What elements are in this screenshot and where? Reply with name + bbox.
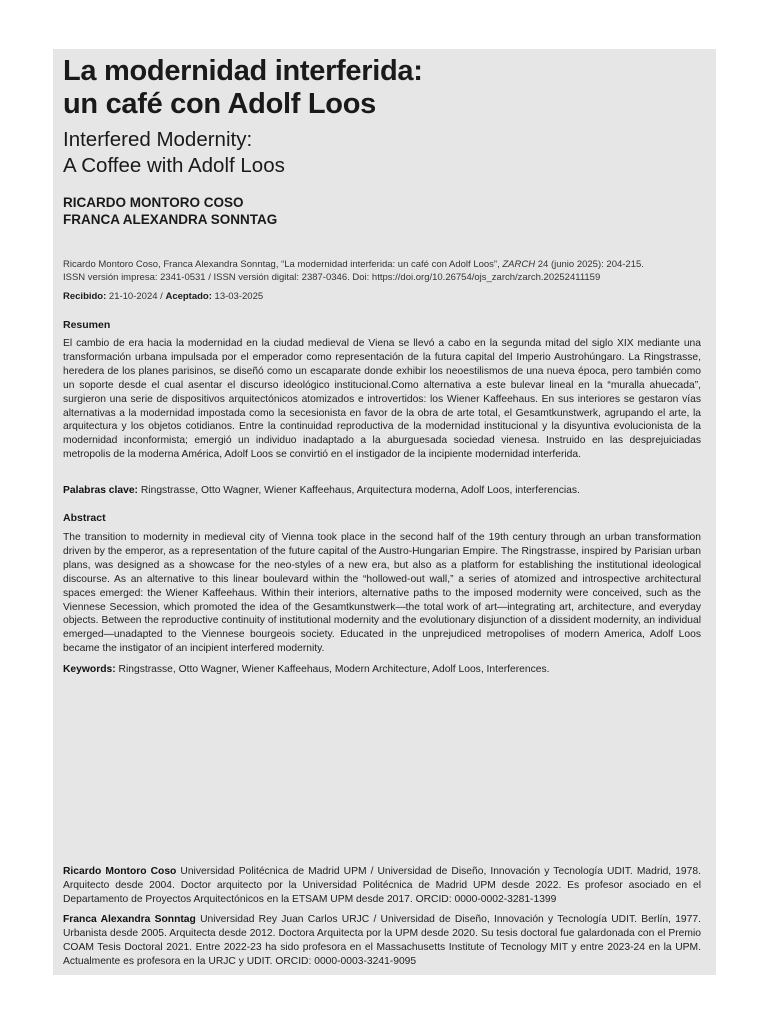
publication-dates [63, 291, 701, 304]
author-bio-text: Universidad Politécnica de Madrid UPM / Universidad de Diseño, Innovación y Tecnología UDIT. Madrid, 1978. Arquitecto desde 2004. Doctor arquitecto por la Universidad Politécnica de Madrid UPM desde 2022. Es profesor asociado en el Departamento de Proyectos Arquitectónicos en la ETSAM UPM desde 2017. ORCID: 0000-0002-3281-1399 [63, 866, 701, 905]
abstract-keywords-list: Ringstrasse, Otto Wagner, Wiener Kaffeehaus, Modern Architecture, Adolf Loos, Interferences. [118, 664, 550, 675]
article-title-line-2: un café con Adolf Loos [63, 88, 376, 120]
citation-text: Ricardo Montoro Coso, Franca Alexandra Sonntag, “La modernidad interferida: un café con Adolf Loos”, [63, 259, 500, 270]
resumen-keywords-list: Ringstrasse, Otto Wagner, Wiener Kaffeehaus, Arquitectura moderna, Adolf Loos, interferencias. [140, 485, 580, 496]
received-label: Recibido: [63, 291, 107, 302]
article-subtitle [63, 127, 701, 179]
citation [63, 259, 701, 284]
resumen-text: El cambio de era hacia la modernidad en la ciudad medieval de Viena se llevó a cabo en la segunda mitad del siglo XIX mediante una transformación urbana impulsada por el emperador como representación de la futura capital del Imperio Austrohúngaro. La Ringstrasse, heredera de los planes parisinos, se diseñó como un escaparate donde exhibir los neoestilismos de una nueva época, pero también como un soporte desde el cual asentar el discurso ideológico institucional.Como alternativa a este bulevar lineal en la “muralla ahuecada”, surgieron una serie de dispositivos arquitectónicos atomizados e introvertidos: los Wiener Kaffeehaus. En sus interiores se gestaron vías alternativas a la modernidad impostada como la secesionista en favor de la obra de arte total, el Gesamtkunstwerk, agrupando el arte, la arquitectura y los objetos cotidianos. Entre la continuidad reproductiva de la modernidad institucional y la disyuntiva evolucionista de la modernidad inconformista; emergió un individuo inadaptado a la aburguesada sociedad vienesa. Instruido en las desprejuiciadas metropolis de la moderna América, Adolf Loos se convirtió en el instigador de la incipiente modernidad interferida. [63, 338, 701, 461]
article-front-page [53, 49, 716, 975]
abstract-text: The transition to modernity in medieval city of Vienna took place in the second half of the 19th century through an urban transformation driven by the emperor, as a representation of the future capital of the Austro-Hungarian Empire. The Ringstrasse, inspired by Parisian urban plans, was designed as a showcase for the neo-styles of a new era, but also as a platform for establishing the institutional ideological discourse. As an alternative to this linear boulevard within the “hollowed-out wall,” a series of atomized and introspective architectural spaces emerged: the Wiener Kaffeehaus. Within their interiors, alternative paths to the imposed modernity were conceived, such as the Viennese Secession, which promoted the idea of the Gesamtkunstwerk—the total work of art—integrating art, architecture, and everyday objects. Between the reproductive continuity of institutional modernity and the evolutionary disjunction of a dissident modernity, an individual emerged—unadapted to the Viennese bourgeois society. Educated in the unprejudiced metropolises of modern America, Adolf Loos became the instigator of an incipient interfered modernity. [63, 532, 701, 655]
received-date: 21-10-2024 [108, 291, 158, 302]
author-bio [63, 913, 701, 969]
resumen-keywords-label: Palabras clave: [63, 485, 138, 496]
author-bio [63, 865, 701, 907]
article-subtitle-line-1: Interfered Modernity: [63, 128, 253, 151]
author-bio-name: Ricardo Montoro Coso [63, 866, 177, 877]
accepted-date: 13-03-2025 [214, 291, 264, 302]
citation-issn-doi: ISSN versión impresa: 2341-0531 / ISSN versión digital: 2387-0346. Doi: https://doi.org/10.26754/ojs_zarch/zarch.20252411159 [63, 271, 601, 283]
author-bio-name: Franca Alexandra Sonntag [63, 914, 196, 925]
date-separator: / [160, 291, 163, 302]
resumen-heading: Resumen [63, 319, 111, 331]
author-name: RICARDO MONTORO COSO [63, 195, 244, 210]
author-name: FRANCA ALEXANDRA SONNTAG [63, 212, 278, 227]
accepted-label: Aceptado: [165, 291, 212, 302]
article-title [63, 55, 701, 121]
citation-journal: ZARCH [502, 259, 536, 270]
abstract-keywords-label: Keywords: [63, 664, 116, 675]
citation-issue: 24 (junio 2025): 204-215. [537, 259, 644, 270]
abstract-keywords [63, 663, 701, 677]
article-subtitle-line-2: A Coffee with Adolf Loos [63, 154, 285, 177]
resumen-keywords [63, 484, 701, 498]
author-bio-text: Universidad Rey Juan Carlos URJC / Universidad de Diseño, Innovación y Tecnología UDIT. Berlín, 1977. Urbanista desde 2005. Arquitecta desde 2012. Doctora Arquitecta por la UPM desde 2020. Su tesis doctoral fue galardonada con el Premio COAM Tesis Doctoral 2021. Entre 2022-23 ha sido profesora en el Massachusetts Institute of Tecnology MIT y entre 2023-24 en la UPM. Actualmente es profesora en la URJC y UDIT. ORCID: 0000-0003-3241-9095 [63, 914, 701, 967]
author-list [63, 194, 701, 228]
article-title-line-1: La modernidad interferida: [63, 55, 423, 87]
abstract-heading: Abstract [63, 512, 106, 524]
